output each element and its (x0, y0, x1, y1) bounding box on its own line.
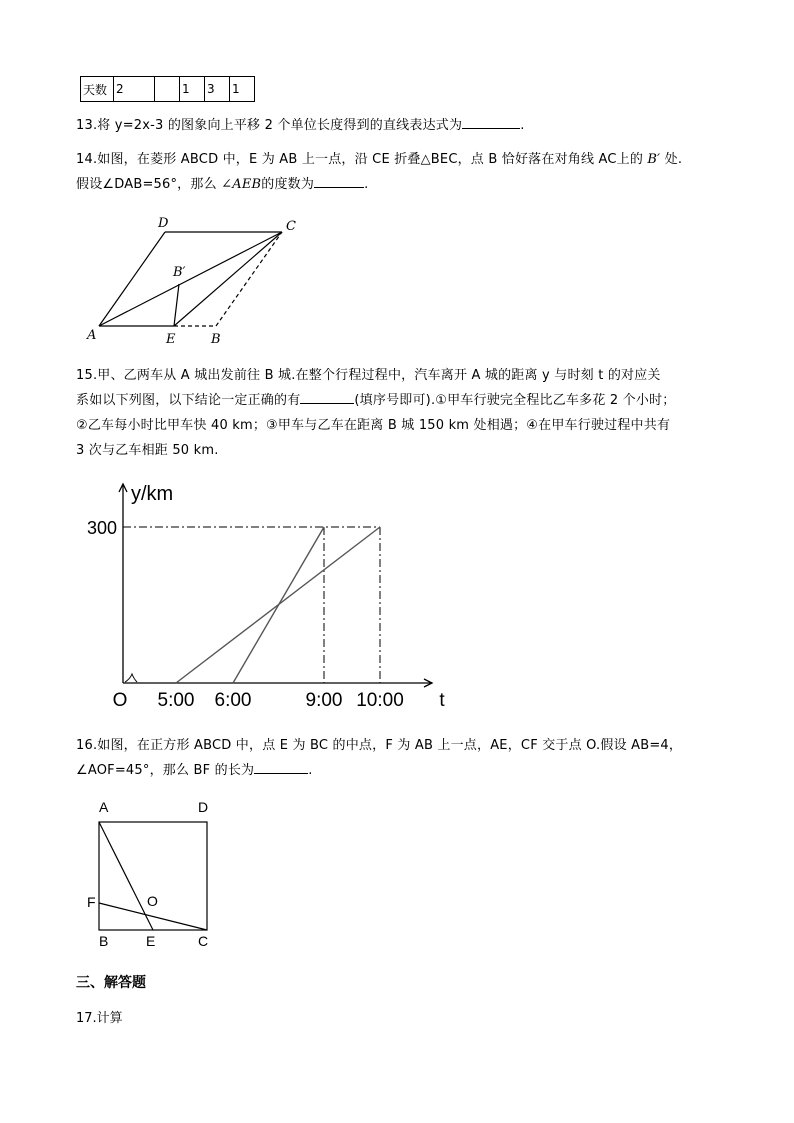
q14-line2-end: . (364, 177, 369, 192)
days-table (80, 76, 255, 102)
segment-ae (99, 822, 153, 930)
q14-math-bprime: B′ (647, 152, 661, 167)
label-c: C (198, 933, 209, 949)
q15-line4: 3 次与乙车相距 50 km. (76, 443, 219, 458)
rhombus-figure (70, 205, 310, 350)
series-line-yi (233, 527, 324, 683)
table-row (81, 77, 255, 102)
label-d: D (158, 216, 169, 231)
table-cell: 1 (180, 77, 205, 102)
label-e: E (166, 332, 176, 347)
y-tick-label: 300 (86, 518, 117, 538)
answer-blank[interactable] (254, 759, 308, 774)
q15-line1: 15.甲、乙两车从 A 城出发前往 B 城.在整个行程过程中，汽车离开 A 城的距离 y 与时刻 t 的对应关 (76, 368, 661, 383)
table-header-cell: 天数 (81, 77, 114, 102)
answer-blank[interactable] (300, 389, 354, 404)
q14-line2: 假设∠DAB=56°，那么 (76, 177, 217, 192)
segment-eb-prime (174, 284, 179, 326)
q14-line1: 14.如图，在菱形 ABCD 中，E 为 AB 上一点，沿 CE 折叠△BEC，点 B 恰好落在对角线 AC上的 (76, 152, 644, 167)
label-b-prime: B′ (173, 265, 186, 280)
question-14 (76, 147, 716, 197)
section-title: 三、解答题 (76, 975, 146, 991)
table-cell (155, 77, 180, 102)
question-17: 17.计算 (76, 1011, 123, 1026)
table-cell: 2 (114, 77, 155, 102)
edge-ad (99, 232, 165, 326)
q15-line3: ②乙车每小时比甲车快 40 km；③甲车与乙车在距离 B 城 150 km 处相遇；④在甲车行驶过程中共有 (76, 418, 671, 433)
q13-text: 13.将 y=2x-3 的图象向上平移 2 个单位长度得到的直线表达式为 (76, 118, 463, 133)
x-axis-label: t (439, 690, 445, 711)
answer-blank[interactable] (314, 173, 364, 188)
x-tick-label: 5:00 (157, 690, 195, 711)
label-e: E (146, 933, 156, 949)
q15-line2a: 系如以下列图，以下结论一定正确的有 (76, 393, 301, 408)
question-13 (76, 113, 716, 138)
y-axis-label: y/km (131, 483, 174, 505)
q16-line1: 16.如图，在正方形 ABCD 中，点 E 为 BC 的中点，F 为 AB 上一点，AE，CF 交于点 O.假设 AB=4， (76, 738, 683, 753)
q14-line1-end: 处. (664, 152, 683, 167)
x-tick-label: 6:00 (214, 690, 252, 711)
question-16 (76, 733, 716, 783)
square-abcd (99, 822, 207, 930)
x-tick-label: 10:00 (356, 690, 404, 711)
x-tick-label: 9:00 (305, 690, 343, 711)
label-c: C (286, 219, 296, 234)
table-cell: 1 (230, 77, 255, 102)
origin-label: O (112, 690, 128, 711)
label-b: B (99, 933, 109, 949)
answer-blank[interactable] (462, 114, 520, 129)
axis-break-mark (125, 674, 137, 682)
square-figure (80, 792, 230, 952)
q14-math-angle: ∠AEB (221, 177, 262, 192)
question-15 (76, 363, 716, 463)
q14-line2-mid: 的度数为 (261, 177, 315, 192)
table-cell: 3 (205, 77, 230, 102)
label-d: D (198, 799, 209, 815)
label-b: B (211, 332, 221, 347)
q16-line2: ∠AOF=45°，那么 BF 的长为 (76, 763, 255, 778)
q16-line2-end: . (308, 763, 313, 778)
label-a: A (87, 328, 97, 343)
label-f: F (87, 894, 96, 910)
edge-bc-dashed (216, 232, 282, 326)
label-a: A (99, 799, 109, 815)
distance-time-chart (0, 470, 794, 720)
q15-line2b: (填序号即可).①甲车行驶完全程比乙车多花 2 个小时； (354, 393, 676, 408)
q13-end: . (520, 118, 525, 133)
label-o: O (147, 893, 158, 909)
